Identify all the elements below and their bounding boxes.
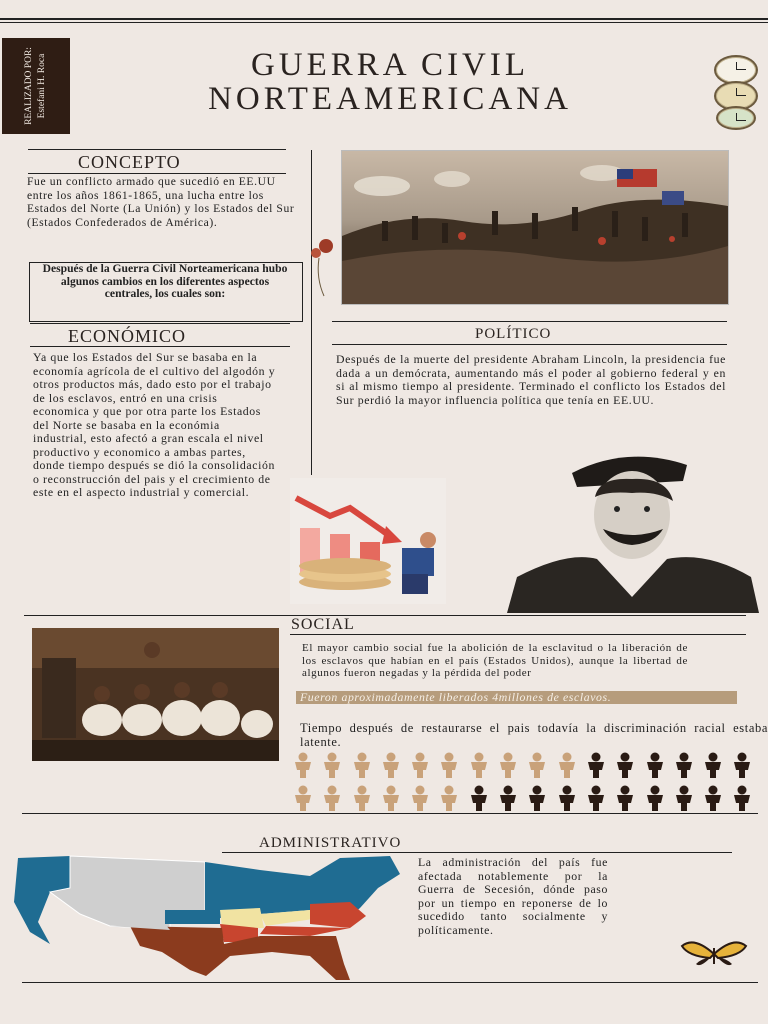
person-icon: [321, 785, 343, 811]
person-icon: [321, 752, 343, 778]
social-heading: SOCIAL: [291, 616, 355, 633]
person-icon: [292, 752, 314, 778]
person-icon: [673, 752, 695, 778]
person-icon: [585, 785, 607, 811]
politico-text: Después de la muerte del presidente Abraham Lincoln, la presidencia fue dada a un demócrata, aumentando más el poder al gobierno federal y en si al mismo tiempo al presidente. Terminado el conflicto los Estados del Sur perdió la mayor influencia política que tenía en EE.UU.: [336, 352, 726, 407]
person-icon: [702, 752, 724, 778]
person-icon: [644, 752, 666, 778]
person-icon: [731, 752, 753, 778]
battle-painting: [341, 150, 729, 305]
people-row-1: [292, 752, 762, 780]
person-icon: [526, 752, 548, 778]
person-icon: [614, 752, 636, 778]
clock-icon: [716, 106, 756, 130]
column-divider: [311, 150, 312, 475]
person-icon: [702, 785, 724, 811]
person-icon: [644, 785, 666, 811]
person-icon: [438, 752, 460, 778]
person-icon: [380, 752, 402, 778]
declining-chart-icon: [290, 478, 446, 604]
author-label: REALIZADO POR:: [24, 47, 34, 125]
economico-rule-bottom: [30, 346, 290, 347]
person-icon: [497, 752, 519, 778]
people-row-2: [292, 785, 762, 813]
administrativo-text: La administración del país fue afectada notablemente por la Guerra de Secesión, dónde paso por un tiempo en reponerse de lo sucedido tanto socialmente y políticamente.: [418, 855, 608, 937]
person-icon: [409, 785, 431, 811]
person-icon: [556, 752, 578, 778]
concepto-rule-top: [28, 149, 286, 150]
page-title: [80, 48, 700, 116]
top-rule-thin: [0, 22, 768, 23]
social-rule-bottom: [290, 634, 746, 635]
slavery-painting: [32, 628, 279, 761]
bottom-rule: [22, 982, 758, 983]
intro-box-text: Después de la Guerra Civil Norteamericana hubo algunos cambios en los diferentes aspectos centrales, los cuales son:: [42, 262, 288, 300]
economico-text: Ya que los Estados del Sur se basaba en la economía agrícola de el cultivo del algodón y otros productos más, dado esto por el trabajo de los esclavos, entró en una crisis economica y que por otra parte los Estados del Norte se basaba en la económia industrial, esto afectó a gran escala el nivel productivo y economico a ambas partes, donde tiempo después se dió la consolidación o reconstrucción del pais y el crecimiento de este en el aspecto industrial y comercial.: [33, 350, 276, 499]
person-icon: [351, 785, 373, 811]
person-icon: [614, 785, 636, 811]
author-name: Estefani H. Roca: [37, 53, 47, 119]
person-icon: [526, 785, 548, 811]
top-rule: [0, 18, 768, 20]
social-highlight: Fueron aproximadamente liberados 4millones de esclavos.: [296, 691, 737, 704]
concepto-text: Fue un conflicto armado que sucedió en EE.UU entre los años 1861-1865, una lucha entre los Estados del Norte (La Unión) y los Estados del Sur (Estados Confederados de América).: [27, 175, 295, 229]
social-text-2: Tiempo después de restaurarse el pais todavía la discriminación racial estaba latente.: [300, 721, 768, 749]
person-icon: [380, 785, 402, 811]
person-icon: [438, 785, 460, 811]
social-rule-top: [24, 615, 746, 616]
person-icon: [731, 785, 753, 811]
person-icon: [585, 752, 607, 778]
economico-heading: ECONÓMICO: [68, 326, 187, 346]
title-line-2: NORTEAMERICANA: [208, 81, 572, 117]
social-text-1: El mayor cambio social fue la abolición de la esclavitud o la liberación de los esclavos que habían en el país (Estados Unidos), aunque la libertad de algunos fueron negadas y la pérdida del poder: [302, 642, 688, 679]
person-icon: [468, 752, 490, 778]
person-icon: [351, 752, 373, 778]
person-icon: [292, 785, 314, 811]
officer-portrait: [507, 447, 759, 613]
flower-icon: [304, 238, 334, 298]
politico-rule-bottom: [332, 344, 727, 345]
politico-heading: POLÍTICO: [475, 326, 552, 342]
economico-rule-top: [30, 323, 290, 324]
author-badge: [2, 38, 70, 134]
us-map: [10, 852, 402, 984]
person-icon: [556, 785, 578, 811]
concepto-rule-bottom: [28, 173, 286, 174]
butterfly-icon: [680, 940, 748, 970]
person-icon: [468, 785, 490, 811]
administrativo-heading: ADMINISTRATIVO: [259, 835, 402, 851]
person-icon: [673, 785, 695, 811]
politico-rule-top: [332, 321, 727, 322]
concepto-heading: CONCEPTO: [78, 152, 181, 172]
person-icon: [409, 752, 431, 778]
person-icon: [497, 785, 519, 811]
title-line-1: GUERRA CIVIL: [250, 47, 530, 83]
administrativo-rule-top: [22, 813, 758, 814]
